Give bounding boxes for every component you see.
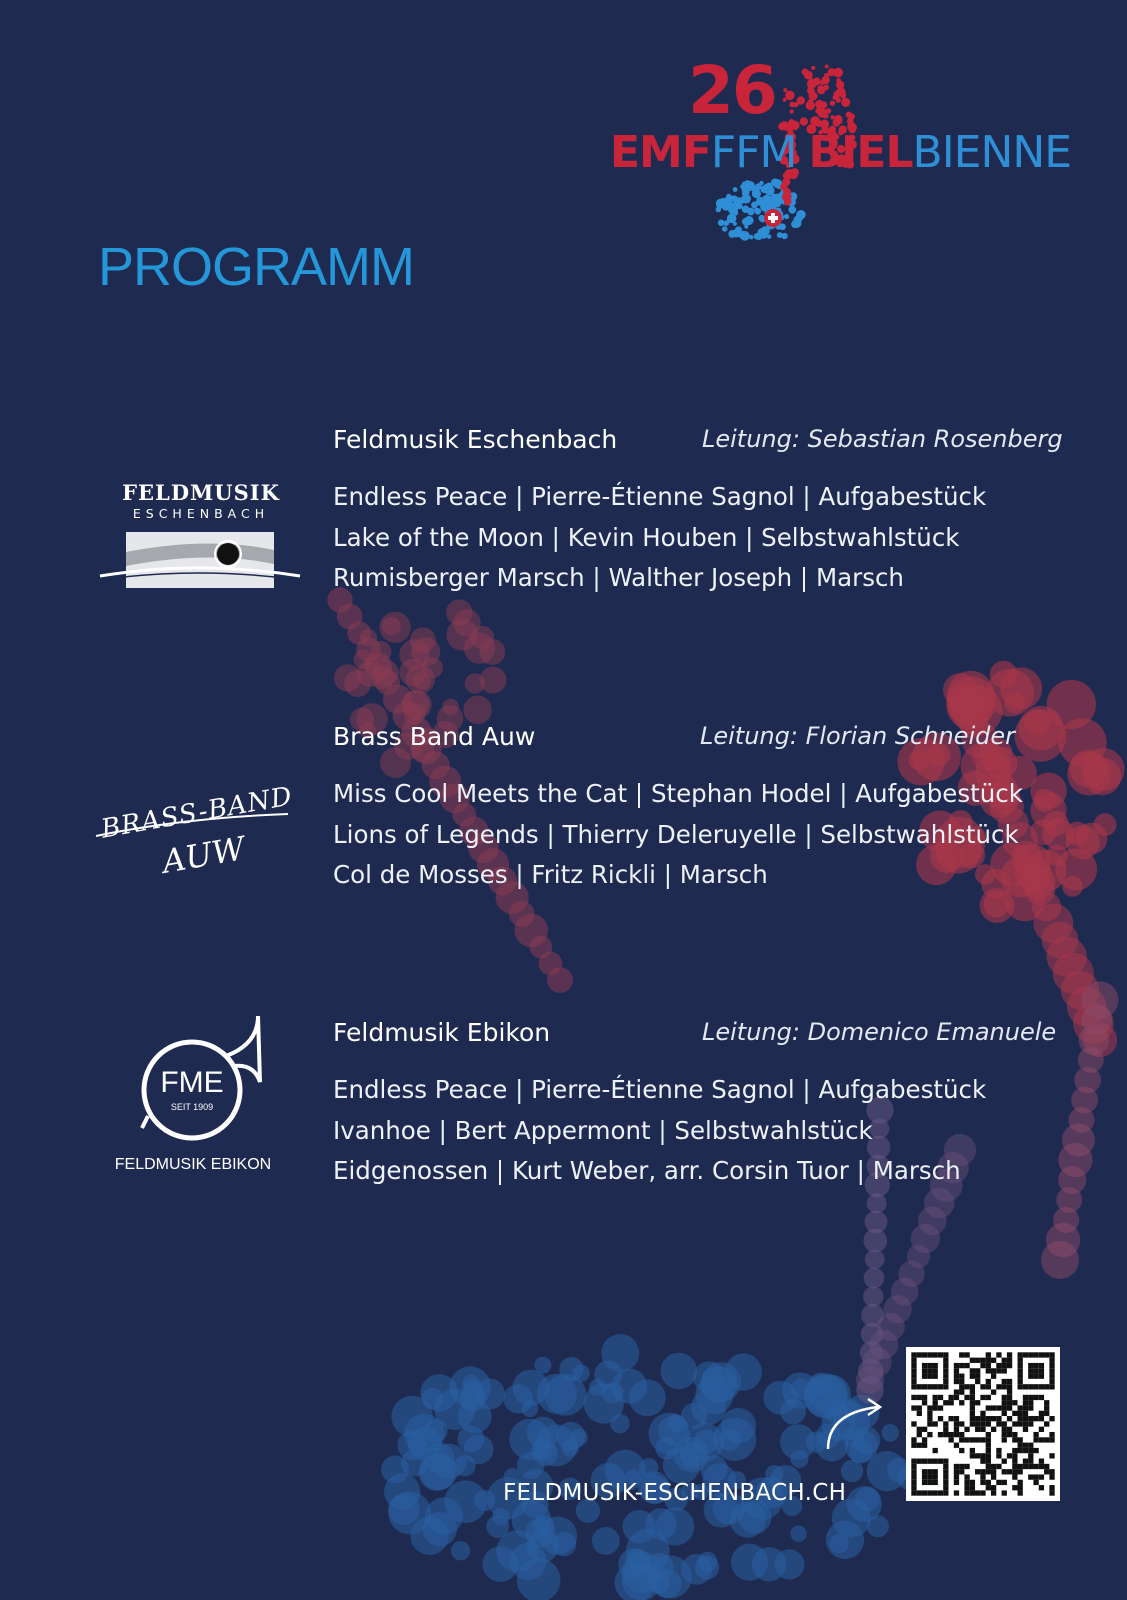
piece-list [333, 1070, 986, 1192]
festival-name-biel: BIEL [808, 127, 913, 178]
piece-item: Eidgenossen | Kurt Weber, arr. Corsin Tuor | Marsch [333, 1156, 961, 1185]
piece-item: Endless Peace | Pierre-Étienne Sagnol | Aufgabestück [333, 1075, 987, 1104]
band-name: Feldmusik Ebikon [333, 1018, 551, 1047]
piece-item: Miss Cool Meets the Cat | Stephan Hodel | Aufgabestück [333, 779, 1023, 808]
festival-number: 26 [688, 52, 776, 129]
band-leader: Leitung: Domenico Emanuele [702, 1018, 1057, 1046]
band-name: Brass Band Auw [333, 722, 536, 751]
piece-item: Lions of Legends | Thierry Deleruyelle | Selbstwahlstück [333, 819, 1019, 849]
website-link[interactable]: FELDMUSIK-ESCHENBACH.CH [503, 1480, 847, 1506]
piece-item: Ivanhoe | Bert Appermont | Selbstwahlstück [333, 1115, 873, 1145]
piece-item: Rumisberger Marsch | Walther Joseph | Marsch [333, 563, 904, 592]
band-leader: Leitung: Florian Schneider [700, 722, 1015, 750]
festival-name-ffm: FFM [710, 127, 797, 178]
festival-logo [610, 40, 1090, 260]
piece-item: Endless Peace | Pierre-Étienne Sagnol | Aufgabestück [333, 482, 987, 511]
piece-list [333, 477, 986, 599]
piece-list [333, 774, 1023, 896]
page-title: PROGRAMM [98, 237, 414, 297]
horn-emblem-icon [98, 524, 304, 590]
band-name: Feldmusik Eschenbach [333, 425, 618, 454]
band-section-eschenbach [0, 425, 1127, 645]
festival-name-bienne: BIENNE [912, 127, 1072, 178]
feldmusik-ebikon-logo: FME SEIT 1909 FELDMUSIK EBIKON [108, 1004, 278, 1174]
piece-item: Col de Mosses | Fritz Rickli | Marsch [333, 860, 768, 889]
festival-name [610, 128, 1071, 178]
feldmusik-eschenbach-logo: FELDMUSIK ESCHENBACH [98, 480, 304, 590]
band-section-auw [0, 722, 1127, 942]
brass-band-auw-logo: BRASS-BAND AUW [92, 784, 302, 884]
band-leader: Leitung: Sebastian Rosenberg [702, 425, 1063, 453]
qr-code-icon[interactable] [906, 1347, 1060, 1501]
piece-item: Lake of the Moon | Kevin Houben | Selbstwahlstück [333, 522, 960, 552]
arrow-icon [820, 1393, 890, 1453]
band-section-ebikon [0, 1018, 1127, 1238]
festival-name-emf: EMF [610, 127, 711, 178]
